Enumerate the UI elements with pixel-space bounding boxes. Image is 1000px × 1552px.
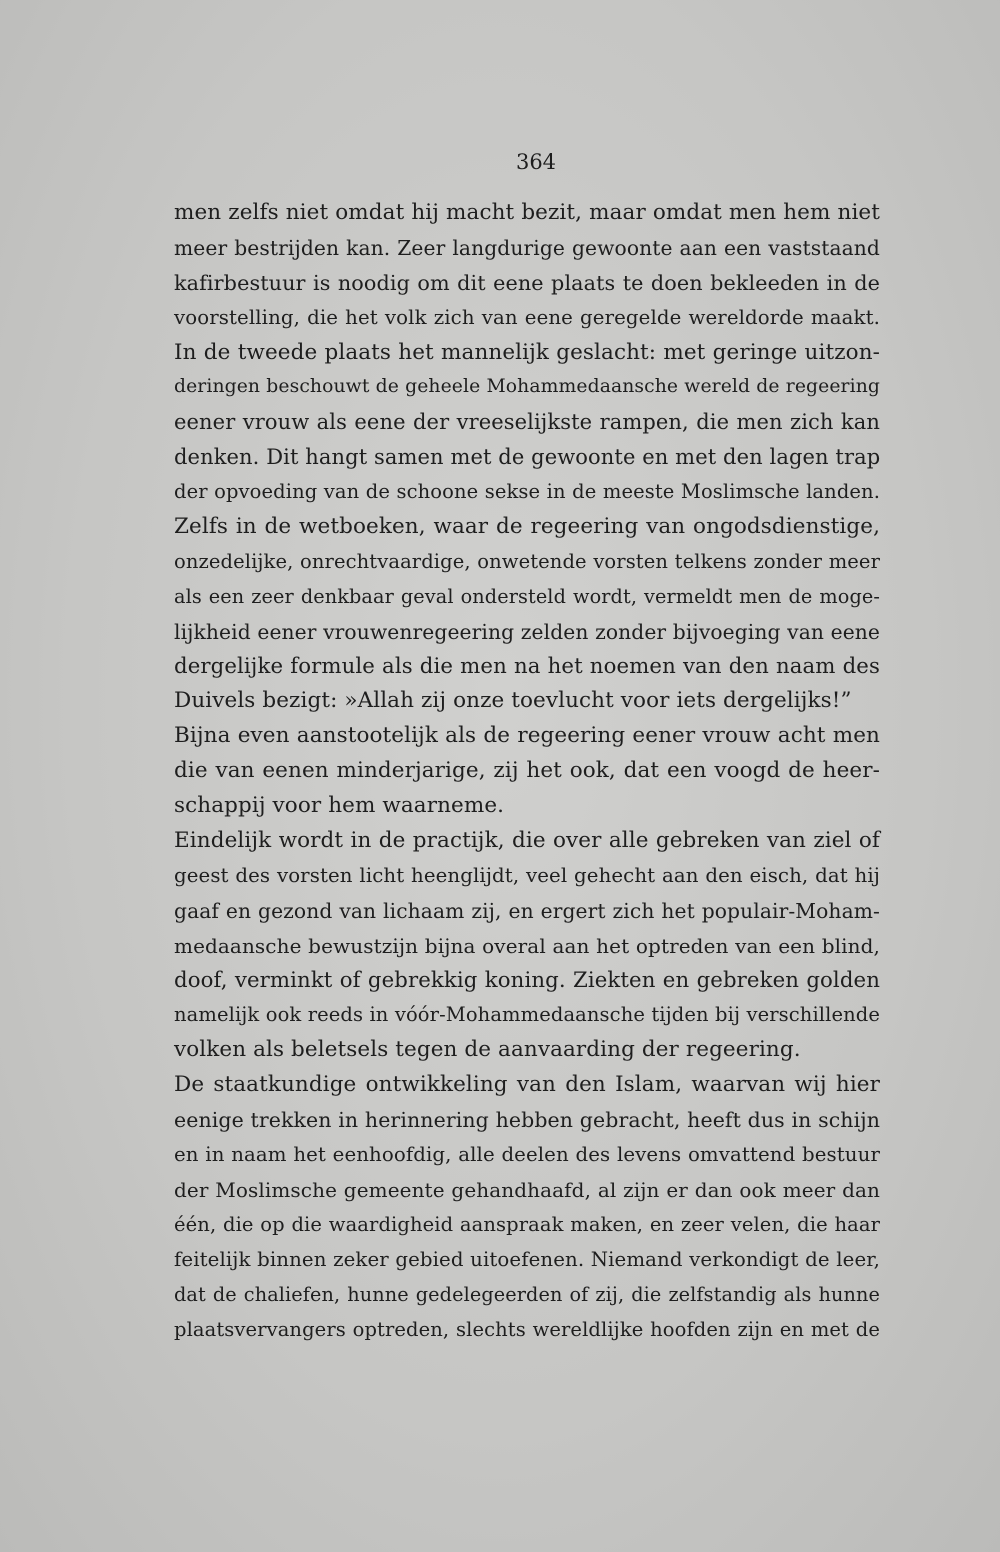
- text-line: denken. Dit hangt samen met de gewoonte en met den lagen trap: [174, 445, 881, 470]
- text-line: voorstelling, die het volk zich van eene geregelde wereldorde maakt.: [174, 305, 880, 329]
- text-line: medaansche bewustzijn bijna overal aan het optreden van een blind,: [174, 933, 880, 958]
- text-line: doof, verminkt of gebrekkig koning. Ziekten en gebreken golden: [174, 967, 880, 993]
- text-line: lijkheid eener vrouwenregeering zelden zonder bijvoeging van eene: [174, 619, 880, 644]
- text-line: schappij voor hem waarneme.: [174, 793, 505, 819]
- text-line: geest des vorsten licht heenglijdt, veel gehecht aan den eisch, dat hij: [174, 863, 880, 887]
- text-line: onzedelijke, onrechtvaardige, onwetende vorsten telkens zonder meer: [174, 549, 880, 573]
- text-line: Duivels bezigt: »Allah zij onze toevlucht voor iets dergelijks!”: [174, 688, 852, 714]
- text-line: feitelijk binnen zeker gebied uitoefenen. Niemand verkondigt de leer,: [174, 1247, 880, 1271]
- text-line: eenige trekken in herinnering hebben gebracht, heeft dus in schijn: [174, 1108, 880, 1133]
- text-line: deringen beschouwt de geheele Mohammedaansche wereld de regeering: [174, 376, 880, 398]
- text-line: eener vrouw als eene der vreeselijkste rampen, die men zich kan: [174, 410, 880, 435]
- text-line: als een zeer denkbaar geval ondersteld wordt, vermeldt men de moge-: [174, 584, 880, 608]
- text-line: men zelfs niet omdat hij macht bezit, maar omdat men hem niet: [174, 200, 880, 225]
- text-line: Eindelijk wordt in de practijk, die over alle gebreken van ziel of: [174, 828, 880, 854]
- text-line: meer bestrijden kan. Zeer langdurige gewoonte aan een vaststaand: [174, 235, 880, 260]
- text-line: één, die op die waardigheid aanspraak maken, en zeer velen, die haar: [174, 1212, 880, 1236]
- body-text: [174, 196, 880, 1347]
- text-line: en in naam het eenhoofdig, alle deelen des levens omvattend bestuur: [174, 1143, 880, 1167]
- text-line: dat de chaliefen, hunne gedelegeerden of zij, die zelfstandig als hunne: [174, 1282, 880, 1306]
- text-line: kafirbestuur is noodig om dit eene plaats te doen bekleeden in de: [174, 270, 880, 295]
- text-line: gaaf en gezond van lichaam zij, en ergert zich het populair-Moham-: [174, 898, 880, 923]
- text-line: plaatsvervangers optreden, slechts wereldlijke hoofden zijn en met de: [174, 1317, 880, 1341]
- text-line: Bijna even aanstootelijk als de regeering eener vrouw acht men: [174, 723, 880, 749]
- text-line: namelijk ook reeds in vóór-Mohammedaansche tijden bij verschillende: [174, 1003, 880, 1027]
- text-line: Zelfs in de wetboeken, waar de regeering van ongodsdienstige,: [174, 514, 880, 540]
- text-line: dergelijke formule als die men na het noemen van den naam des: [174, 653, 880, 679]
- text-line: die van eenen minderjarige, zij het ook, dat een voogd de heer-: [174, 758, 880, 784]
- page-number: 364: [515, 150, 557, 174]
- text-line: volken als beletsels tegen de aanvaarding der regeering.: [174, 1037, 801, 1063]
- text-line: der opvoeding van de schoone sekse in de meeste Moslimsche landen.: [174, 480, 880, 504]
- text-line: De staatkundige ontwikkeling van den Islam, waarvan wij hier: [174, 1072, 880, 1098]
- text-line: der Moslimsche gemeente gehandhaafd, al zijn er dan ook meer dan: [174, 1177, 880, 1202]
- text-line: In de tweede plaats het mannelijk geslacht: met geringe uitzon-: [174, 339, 880, 365]
